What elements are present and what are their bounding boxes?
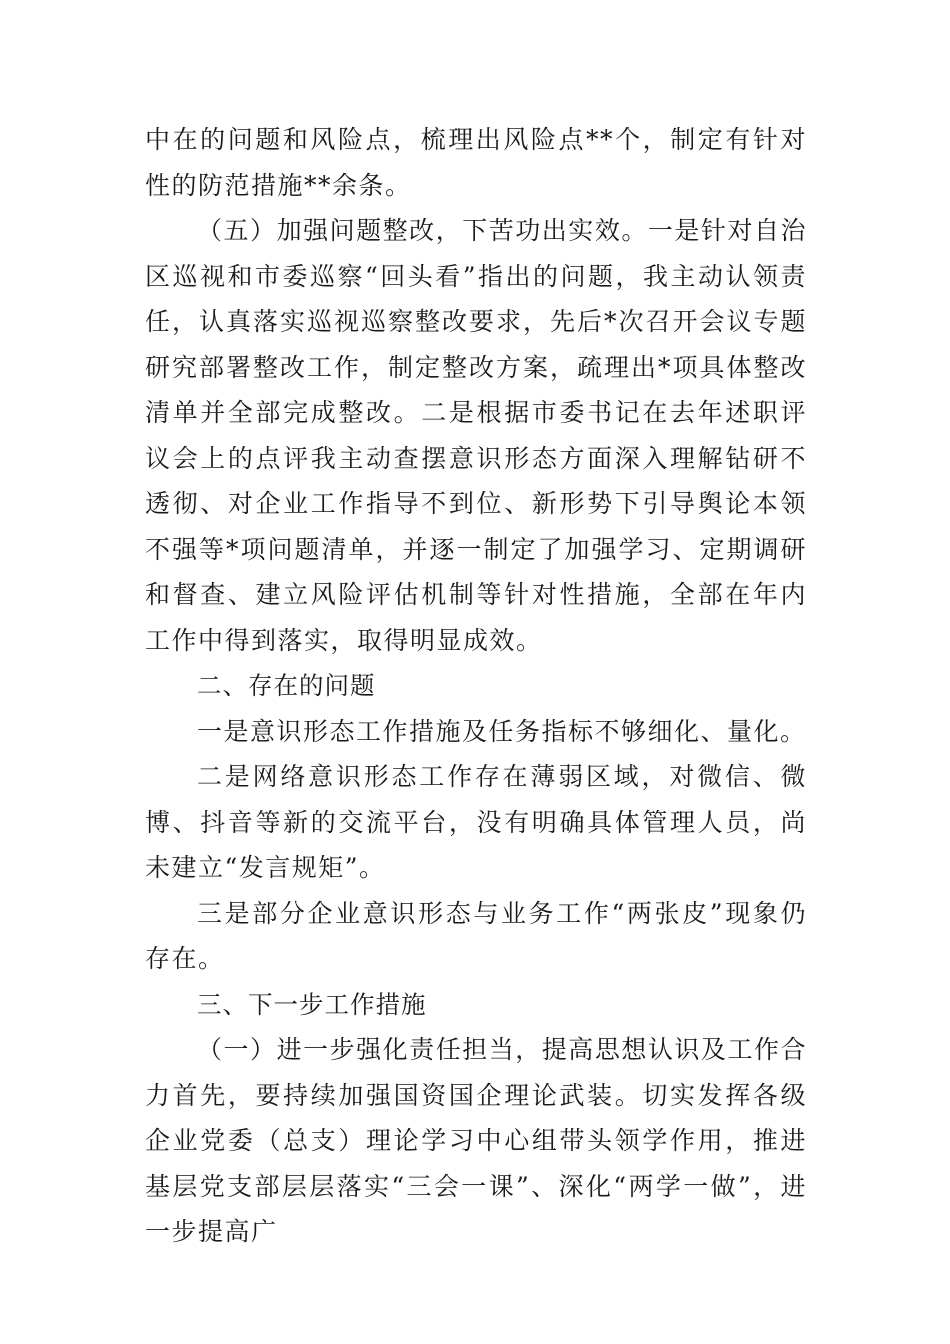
problem-item-1: 一是意识形态工作措施及任务指标不够细化、量化。 <box>197 716 807 746</box>
paragraph-responsibility: （一）进一步强化责任担当，提高思想认识及工作合力首先，要持续加强国资国企理论武装。切实发挥各级企业党委（总支）理论学习中心组带头领学作用，推进基层党支部层层落实“三会一课”、深化“两学一做”，进一步提高广 <box>145 1035 807 1246</box>
problem-item-3: 三是部分企业意识形态与业务工作“两张皮”现象仍存在。 <box>145 898 807 973</box>
section-heading-next-steps: 三、下一步工作措施 <box>197 989 427 1019</box>
paragraph-rectification: （五）加强问题整改，下苦功出实效。一是针对自治区巡视和市委巡察“回头看”指出的问题，我主动认领责任，认真落实巡视巡察整改要求，先后*次召开会议专题研究部署整改工作，制定整改方案，疏理出*项具体整改清单并全部完成整改。二是根据市委书记在去年述职评议会上的点评我主动查摆意识形态方面深入理解钻研不透彻、对企业工作指导不到位、新形势下引导舆论本领不强等*项问题清单，并逐一制定了加强学习、定期调研和督查、建立风险评估机制等针对性措施，全部在年内工作中得到落实，取得明显成效。 <box>145 216 807 655</box>
section-heading-problems: 二、存在的问题 <box>197 671 376 700</box>
document-page <box>145 117 807 1255</box>
problem-item-2: 二是网络意识形态工作存在薄弱区域，对微信、微博、抖音等新的交流平台，没有明确具体管理人员，尚未建立“发言规矩”。 <box>145 762 807 882</box>
paragraph-risk-points: 中在的问题和风险点，梳理出风险点**个，制定有针对性的防范措施**余条。 <box>145 125 807 200</box>
